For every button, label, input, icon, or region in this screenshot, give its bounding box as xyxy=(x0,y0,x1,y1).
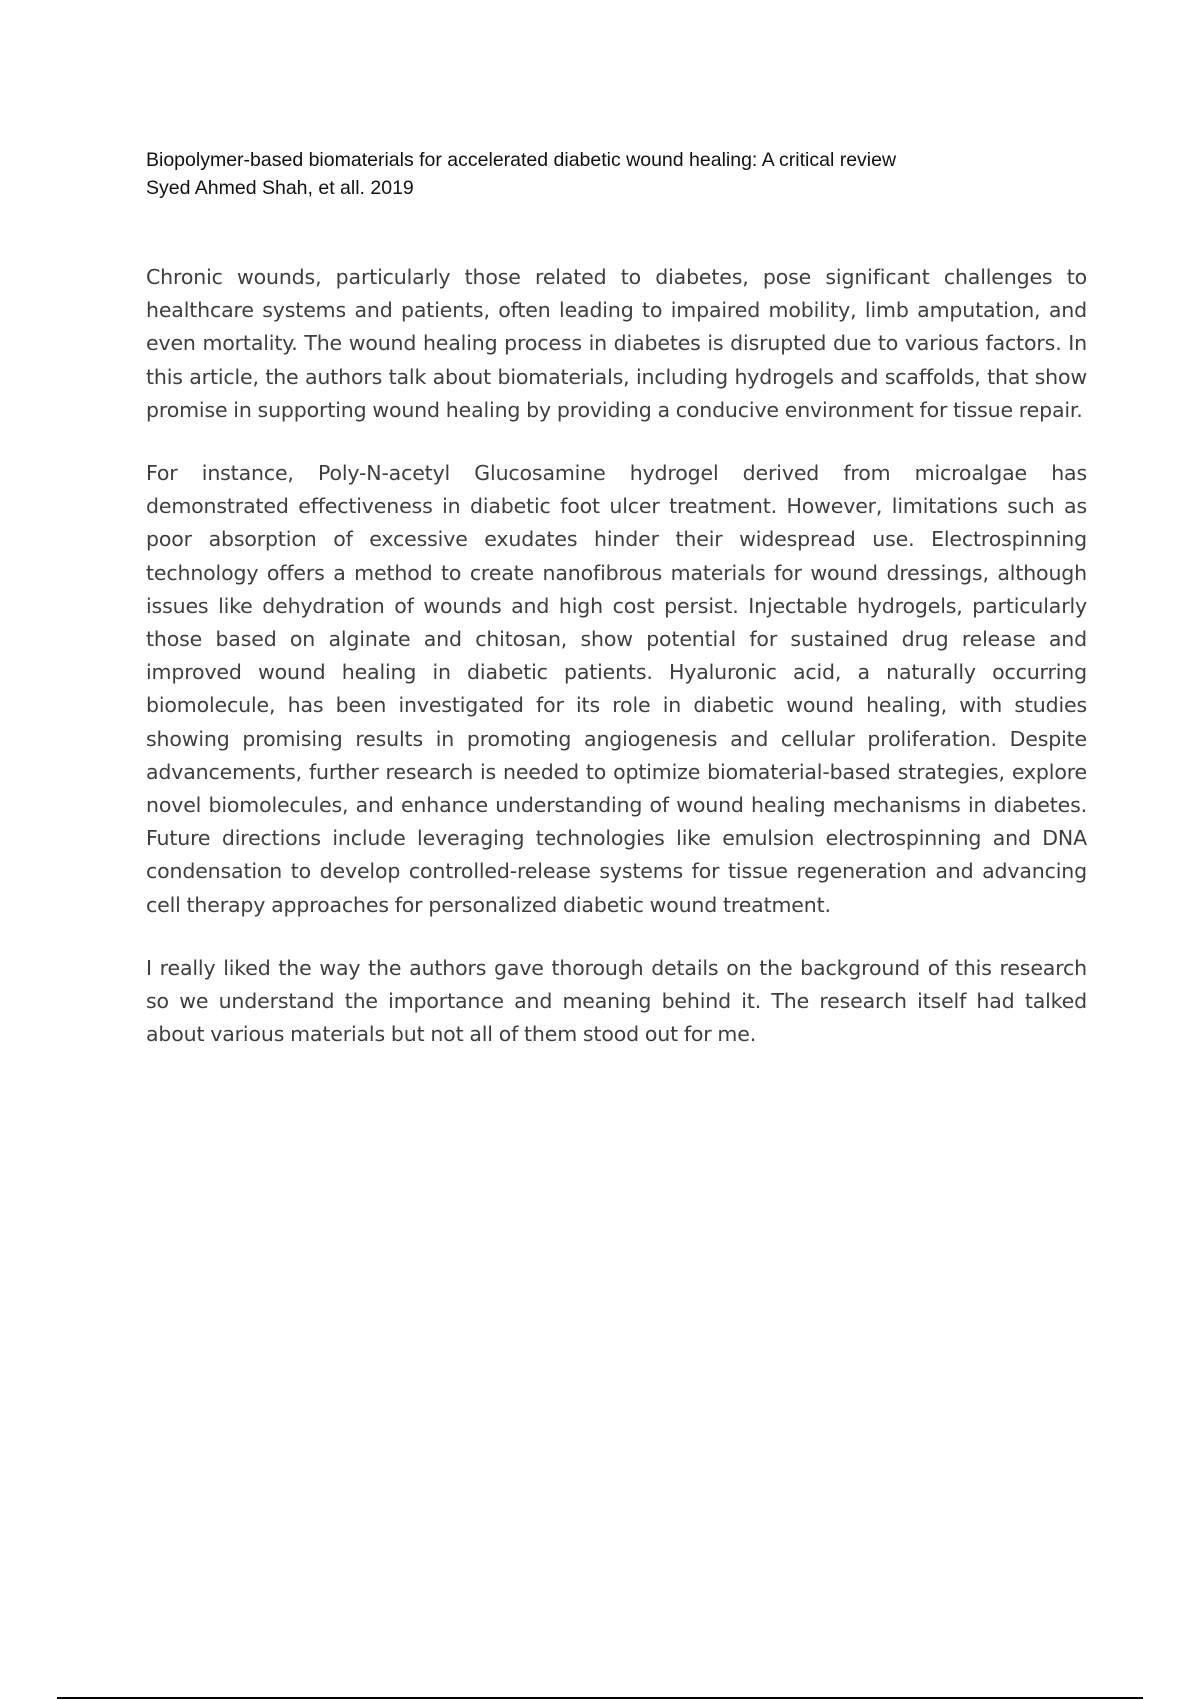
article-title: Biopolymer-based biomaterials for accelerated diabetic wound healing: A critical review xyxy=(146,149,897,171)
review-body xyxy=(146,261,1087,1051)
paragraph-details: For instance, Poly-N-acetyl Glucosamine hydrogel derived from microalgae has demonstrated effectiveness in diabetic foot ulcer treatment. However, limitations such as poor absorption of excessive exudates hinder their widespread use. Electrospinning technology offers a method to create nanofibrous materials for wound dressings, although issues like dehydration of wounds and high cost persist. Injectable hydrogels, particularly those based on alginate and chitosan, show potential for sustained drug release and improved wound healing in diabetic patients. Hyaluronic acid, a naturally occurring biomolecule, has been investigated for its role in diabetic wound healing, with studies showing promising results in promoting angiogenesis and cellular proliferation. Despite advancements, further research is needed to optimize biomaterial-based strategies, explore novel biomolecules, and enhance understanding of wound healing mechanisms in diabetes. Future directions include leveraging technologies like emulsion electrospinning and DNA condensation to develop controlled-release systems for tissue regeneration and advancing cell therapy approaches for personalized diabetic wound treatment. xyxy=(146,461,1087,917)
document-header xyxy=(146,146,1076,202)
paragraph-intro: Chronic wounds, particularly those related to diabetes, pose significant challenges to healthcare systems and patients, often leading to impaired mobility, limb amputation, and even mortality. The wound healing process in diabetes is disrupted due to various factors. In this article, the authors talk about biomaterials, including hydrogels and scaffolds, that show promise in supporting wound healing by providing a conducive environment for tissue repair. xyxy=(146,265,1087,422)
article-citation: Syed Ahmed Shah, et all. 2019 xyxy=(146,177,414,199)
paragraph-opinion: I really liked the way the authors gave thorough details on the background of this research so we understand the importance and meaning behind it. The research itself had talked about various materials but not all of them stood out for me. xyxy=(146,955,1087,1047)
footer-rule xyxy=(57,1697,1143,1699)
